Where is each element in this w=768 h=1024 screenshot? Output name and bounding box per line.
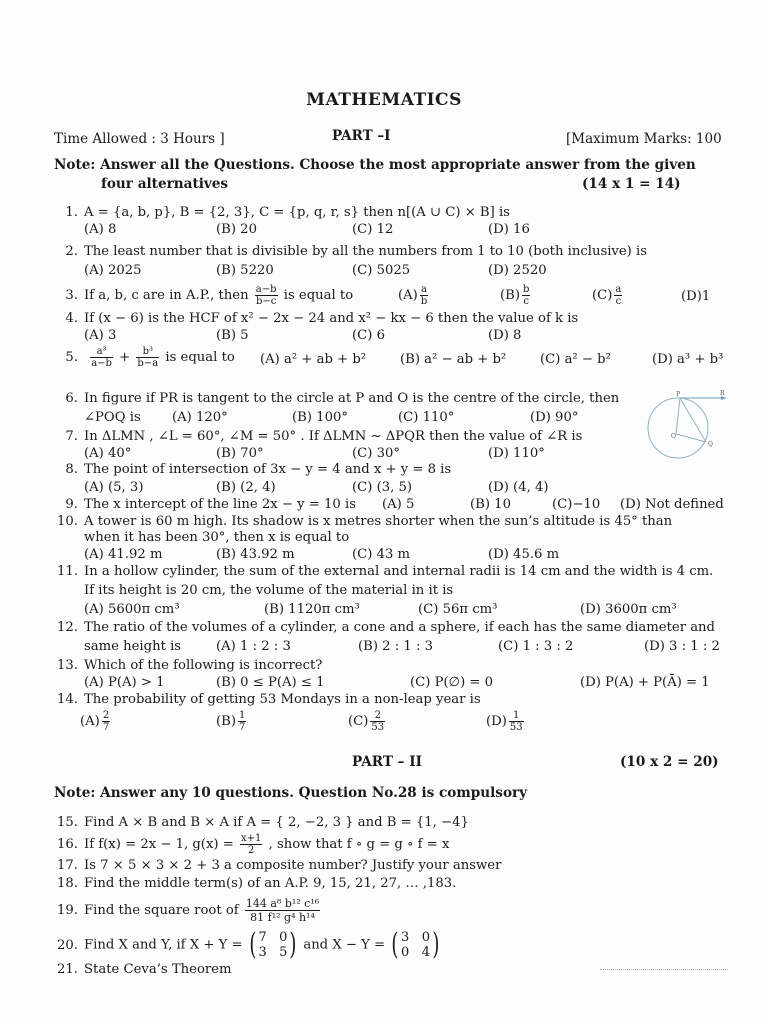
q3-option-d: (D)1 xyxy=(681,289,711,304)
q9-option-a: (A) 5 xyxy=(382,497,415,512)
q2-option-b: (B) 5220 xyxy=(216,263,274,278)
q14-option-c: (C) $\frac{2}{53}$ xyxy=(348,710,385,733)
page-title: MATHEMATICS xyxy=(306,90,462,110)
question-10: 10. A tower is 60 m high. Its shadow is x metres shorter when the sun’s altitude is 45° than xyxy=(57,514,673,529)
q10-option-b: (B) 43.92 m xyxy=(216,547,295,562)
q9-option-d: (D) Not defined xyxy=(620,497,724,512)
q14-option-d: (D) $\frac{1}{53}$ xyxy=(486,710,523,733)
q6-option-d: (D) 90° xyxy=(530,410,579,425)
q10-option-c: (C) 43 m xyxy=(352,547,411,562)
question-18: 18. Find the middle term(s) of an A.P. 9, 15, 21, 27, … ,183. xyxy=(57,876,457,891)
q3-option-b: (B) $\frac{b}{c}$ xyxy=(500,284,530,307)
q1-option-d: (D) 16 xyxy=(488,222,530,237)
q11-option-b: (B) 1120π cm³ xyxy=(264,602,360,617)
q12-continued: same height is xyxy=(84,639,182,654)
question-20: 20. Find X and Y, if X + Y = ( 7 0 3 5) and X − Y = ( 3 0 0 4) xyxy=(57,927,440,962)
q6-option-c: (C) 110° xyxy=(398,410,455,425)
question-8: 8. The point of intersection of 3x − y = 4 and x + y = 8 is xyxy=(65,462,452,477)
matrix-1: 7 0 3 5 xyxy=(258,930,288,960)
question-1: 1. A = {a, b, p}, B = {2, 3}, C = {p, q, r, s} then n[(A ∪ C) × B] is xyxy=(65,205,510,220)
matrix-2: 3 0 0 4 xyxy=(401,930,430,960)
q5-option-a: (A) a² + ab + b² xyxy=(260,352,367,367)
note-part2: Note: Answer any 10 questions. Question No.28 is compulsory xyxy=(54,785,528,801)
figure-label-r: R xyxy=(720,390,725,397)
q7-option-c: (C) 30° xyxy=(352,446,400,461)
q7-option-d: (D) 110° xyxy=(488,446,545,461)
q11-option-a: (A) 5600π cm³ xyxy=(84,602,180,617)
q9-option-b: (B) 10 xyxy=(470,497,511,512)
question-15: 15. Find A × B and B × A if A = { 2, −2, 3 } and B = {1, −4} xyxy=(57,815,469,830)
q3-option-c: (C) $\frac{a}{c}$ xyxy=(592,284,622,307)
part-two-heading: PART – II xyxy=(352,754,422,770)
figure-label-o: O xyxy=(671,433,676,440)
q7-option-a: (A) 40° xyxy=(84,446,132,461)
figure-label-p: P xyxy=(676,391,681,398)
q8-option-c: (C) (3, 5) xyxy=(352,480,413,495)
q5-option-d: (D) a³ + b³ xyxy=(652,352,724,367)
q12-option-a: (A) 1 : 2 : 3 xyxy=(216,639,291,654)
part2-marks: (10 x 2 = 20) xyxy=(620,754,719,770)
q1-option-a: (A) 8 xyxy=(84,222,117,237)
note-part1-line2: four alternatives xyxy=(101,176,229,192)
question-21: 21. State Ceva’s Theorem xyxy=(57,962,232,977)
q7-option-b: (B) 70° xyxy=(216,446,264,461)
question-13: 13. Which of the following is incorrect? xyxy=(57,658,323,673)
q2-option-c: (C) 5025 xyxy=(352,263,411,278)
question-12: 12. The ratio of the volumes of a cylinder, a cone and a sphere, if each has the same diameter and xyxy=(57,620,715,635)
q6-option-a: (A) 120° xyxy=(172,410,228,425)
part-one-heading: PART –I xyxy=(332,128,391,144)
question-16: 16. If f(x) = 2x − 1, g(x) = $\frac{x+1}{2}$ , show that f ∘ g = g ∘ f = x xyxy=(57,833,450,856)
question-19: 19. Find the square root of $\frac{\text{144 a⁸ b¹² c¹⁶}}{\text{81 f¹² g⁴ h¹⁴}}$ xyxy=(57,897,320,924)
time-allowed: Time Allowed : 3 Hours ] xyxy=(54,131,225,147)
q6-option-b: (B) 100° xyxy=(292,410,348,425)
q2-option-a: (A) 2025 xyxy=(84,263,142,278)
question-14: 14. The probability of getting 53 Mondays in a non-leap year is xyxy=(57,692,481,707)
q11-option-d: (D) 3600π cm³ xyxy=(580,602,677,617)
q12-option-d: (D) 3 : 1 : 2 xyxy=(644,639,720,654)
question-7: 7. In ΔLMN , ∠L = 60°, ∠M = 50° . If ΔLMN ~ ΔPQR then the value of ∠R is xyxy=(65,429,583,444)
maximum-marks: [Maximum Marks: 100 xyxy=(566,131,722,147)
q3-option-a: (A) $\frac{a}{b}$ xyxy=(398,284,428,307)
faint-divider xyxy=(600,969,728,970)
question-2: 2. The least number that is divisible by all the numbers from 1 to 10 (both inclusive) is xyxy=(65,244,648,259)
q13-option-d: (D) P(A) + P(Ā) = 1 xyxy=(580,675,710,690)
q4-option-b: (B) 5 xyxy=(216,328,249,343)
question-3: 3. If a, b, c are in A.P., then $\frac{a-b}{b-c}$ is equal to xyxy=(65,284,354,307)
q5-option-c: (C) a² − b² xyxy=(540,352,611,367)
question-5: 5. $\frac{\text{a³}}{a-b}$ + $\frac{\text{b³}}{b-a}$ is equal to xyxy=(65,346,235,369)
q9-option-c: (C)−10 xyxy=(552,497,601,512)
question-11: 11. In a hollow cylinder, the sum of the external and internal radii is 14 cm and the width is 4 cm. xyxy=(57,564,714,579)
q11-continued: If its height is 20 cm, the volume of the material in it is xyxy=(84,583,454,598)
q4-option-a: (A) 3 xyxy=(84,328,117,343)
q3-fraction: $\frac{a-b}{b-c}$ xyxy=(255,284,277,307)
q4-option-c: (C) 6 xyxy=(352,328,385,343)
q11-option-c: (C) 56π cm³ xyxy=(418,602,498,617)
q12-option-b: (B) 2 : 1 : 3 xyxy=(358,639,433,654)
q8-option-a: (A) (5, 3) xyxy=(84,480,144,495)
q1-option-c: (C) 12 xyxy=(352,222,394,237)
question-9: 9. The x intercept of the line 2x − y = 10 is xyxy=(65,497,356,512)
q1-option-b: (B) 20 xyxy=(216,222,257,237)
q10-option-d: (D) 45.6 m xyxy=(488,547,560,562)
tangent-circle-figure xyxy=(638,388,730,460)
q14-option-a: (A) $\frac{2}{7}$ xyxy=(80,710,110,733)
q13-option-c: (C) P(∅) = 0 xyxy=(410,675,494,690)
q8-option-b: (B) (2, 4) xyxy=(216,480,276,495)
figure-label-q: Q xyxy=(708,441,713,448)
question-6: 6. In figure if PR is tangent to the circle at P and O is the centre of the circle, then xyxy=(65,391,620,406)
q10-continued: when it has been 30°, then x is equal to xyxy=(84,530,350,545)
q13-option-a: (A) P(A) > 1 xyxy=(84,675,165,690)
part1-marks: (14 x 1 = 14) xyxy=(582,176,681,192)
q14-option-b: (B) $\frac{1}{7}$ xyxy=(216,710,246,733)
q4-option-d: (D) 8 xyxy=(488,328,522,343)
note-part1-line1: Note: Answer all the Questions. Choose the most appropriate answer from the given xyxy=(54,157,696,173)
question-17: 17. Is 7 × 5 × 3 × 2 + 3 a composite number? Justify your answer xyxy=(57,858,502,873)
q6-stem: ∠POQ is xyxy=(84,410,141,425)
q12-option-c: (C) 1 : 3 : 2 xyxy=(498,639,574,654)
q10-option-a: (A) 41.92 m xyxy=(84,547,163,562)
question-4: 4. If (x − 6) is the HCF of x² − 2x − 24 and x² − kx − 6 then the value of k is xyxy=(65,311,579,326)
q2-option-d: (D) 2520 xyxy=(488,263,547,278)
q8-option-d: (D) (4, 4) xyxy=(488,480,549,495)
q13-option-b: (B) 0 ≤ P(A) ≤ 1 xyxy=(216,675,325,690)
q5-option-b: (B) a² − ab + b² xyxy=(400,352,507,367)
